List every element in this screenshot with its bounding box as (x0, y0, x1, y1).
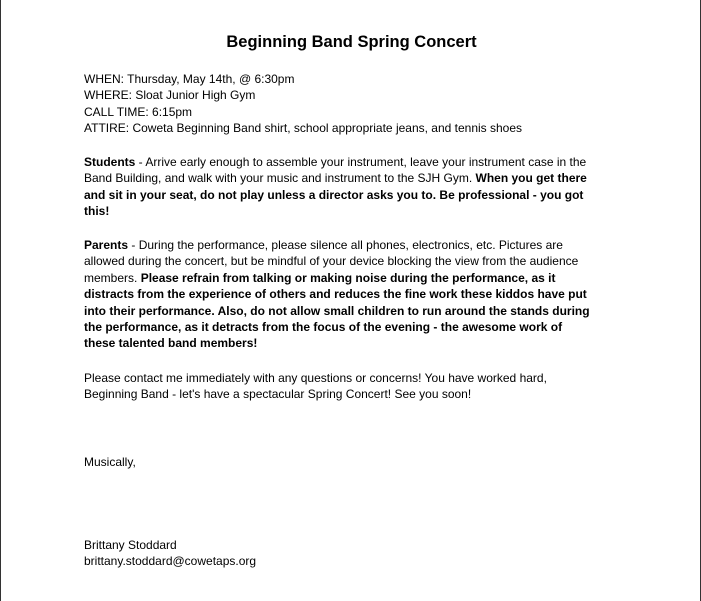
bold-text: Parents (84, 238, 129, 252)
parents-line (84, 270, 624, 286)
parents-line (84, 303, 624, 319)
body-text: Band Building, and walk with your music and instrument to the SJH Gym. (84, 171, 476, 186)
signature-block (84, 537, 624, 570)
students-line (84, 154, 624, 170)
call-time-line: CALL TIME: 6:15pm (84, 104, 193, 119)
body-text: - Arrive early enough to assemble your instrument, leave your instrument case in the (135, 155, 587, 169)
closing-line: Beginning Band - let's have a spectacular Spring Concert! See you soon! (84, 387, 472, 402)
parents-line (84, 286, 624, 302)
when-line: WHEN: Thursday, May 14th, @ 6:30pm (84, 72, 295, 86)
bold-text: distracts from the experience of others and reduces the fine work these kiddos have put (84, 287, 587, 302)
bold-text: this! (84, 204, 110, 219)
signature-name: Brittany Stoddard (84, 538, 177, 552)
parents-line (84, 253, 624, 269)
body-text: - During the performance, please silence all phones, electronics, etc. Pictures are (128, 238, 563, 252)
body-text: allowed during the concert, but be mindful of your device blocking the view from the audience (84, 254, 579, 269)
closing-paragraph (84, 370, 624, 403)
closing-line: Please contact me immediately with any questions or concerns! You have worked hard, (84, 371, 547, 385)
bold-text: the performance, as it detracts from the focus of the evening - the awesome work of (84, 320, 563, 335)
bold-text: When you get there (475, 171, 587, 186)
bold-text: these talented band members! (84, 336, 258, 351)
bold-text: into their performance. Also, do not allow small children to run around the stands during (84, 303, 590, 318)
students-line (84, 170, 624, 186)
students-line (84, 187, 624, 203)
parents-line (84, 335, 624, 351)
body-text: members. (84, 270, 141, 285)
attire-line: ATTIRE: Coweta Beginning Band shirt, school appropriate jeans, and tennis shoes (84, 121, 523, 136)
students-paragraph (84, 154, 624, 220)
bold-text: Students (84, 155, 136, 169)
parents-line (84, 237, 624, 253)
students-line (84, 203, 624, 219)
page-title: Beginning Band Spring Concert (226, 33, 477, 51)
event-details (84, 71, 624, 137)
bold-text: Please refrain from talking or making noise during the performance, as it (140, 270, 556, 285)
bold-text: and sit in your seat, do not play unless a director asks you to. Be professional - you got (84, 187, 584, 202)
parents-paragraph (84, 237, 624, 352)
signature-email: brittany.stoddard@cowetaps.org (84, 554, 257, 569)
signoff: Musically, (84, 455, 136, 469)
parents-line (84, 319, 624, 335)
where-line: WHERE: Sloat Junior High Gym (84, 88, 256, 103)
